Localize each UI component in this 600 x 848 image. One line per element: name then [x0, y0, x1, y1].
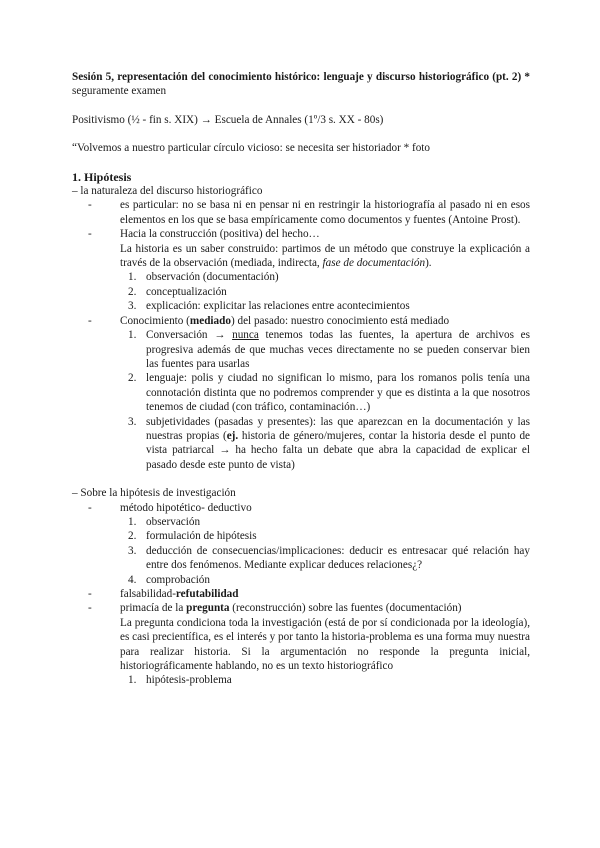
document-title	[72, 70, 530, 99]
item-number: 3.	[128, 544, 137, 557]
text-part: Conocimiento (	[120, 314, 190, 327]
text-part: falsabilidad-	[120, 588, 176, 600]
item-bold: ej.	[226, 429, 239, 442]
item-text: hipótesis-problema	[146, 674, 232, 687]
text-part: (reconstrucción) sobre las fuentes (documentación)	[229, 602, 462, 615]
item-text: lenguaje: polis y ciudad no significan lo mismo, para los romanos polis tenía una connotación distinta que no podremos comprender y que es distinta a la que nosotros tenemos de ciudad (con tráfico, contaminación…)	[146, 372, 530, 414]
section-heading-hipotesis: 1. Hipótesis	[72, 169, 132, 184]
title-note: seguramente examen	[72, 85, 167, 98]
list-item	[72, 544, 530, 573]
bullet-paragraph: La pregunta condiciona toda la investigación (está de por sí condicionada por la ideología), es casi precientífica, es el interés y por tanto la historia-problema es una forma muy nuestra para realizar historia. Si la argumentación no responde la pregunta inicial, historiográficamente hablando, no es un texto historiográfico	[120, 616, 530, 673]
item-number: 2.	[128, 372, 137, 385]
item-text: comprobación	[146, 573, 210, 586]
item-number: 1.	[128, 271, 137, 284]
bullet-metodo	[72, 501, 530, 515]
document-page	[72, 70, 530, 688]
item-text: observación (documentación)	[146, 271, 279, 284]
bullet-falsabilidad	[72, 587, 530, 601]
list-item	[72, 285, 530, 299]
text-bold: mediado	[189, 314, 231, 327]
item-text: explicación: explicitar las relaciones entre acontecimientos	[146, 300, 410, 313]
bullet-pregunta	[72, 601, 530, 673]
bullet-conocimiento	[72, 314, 530, 328]
list-item	[72, 270, 530, 284]
list-item	[72, 529, 530, 543]
dash-marker: -	[88, 588, 92, 600]
item-number: 2.	[128, 285, 137, 298]
bullet-text: Hacia la construcción (positiva) del hecho…	[120, 228, 320, 241]
list-item	[72, 515, 530, 529]
item-text: historia de género/mujeres, contar la historia desde el punto de vista patriarcal → ha hecho falta un debate que abra la capacidad de explicar el pasado desde este punto de vista)	[146, 429, 531, 471]
item-number: 1.	[128, 329, 137, 342]
list-item	[72, 299, 530, 313]
bullet-construccion	[72, 227, 530, 270]
item-number: 3.	[128, 415, 137, 428]
bullet-paragraph	[96, 242, 530, 271]
text-part: ) del pasado: nuestro conocimiento está mediado	[230, 314, 450, 327]
item-text: observación	[146, 515, 201, 528]
item-text: Conversación →	[146, 329, 233, 342]
item-underline: nunca	[232, 329, 259, 342]
para-text: La historia es un saber construido: partimos de un método que construye la explicación a través de la observación (mediada, indirecta,	[120, 242, 530, 270]
item-text: formulación de hipótesis	[146, 530, 257, 543]
item-number: 2.	[128, 530, 137, 543]
title-main: Sesión 5, representación del conocimiento histórico: lenguaje y discurso historiográfico (pt. 2)	[72, 71, 522, 83]
list-item	[72, 673, 530, 687]
section1-intro: – la naturaleza del discurso historiográfico	[72, 185, 263, 198]
dash-marker: -	[88, 199, 92, 212]
title-star: *	[521, 71, 531, 83]
dash-marker: -	[88, 314, 92, 327]
dash-marker: -	[88, 602, 92, 615]
para-italic: fase de documentación	[322, 257, 426, 270]
list-item	[72, 371, 530, 414]
bullet-text	[96, 601, 530, 615]
section2-intro: – Sobre la hipótesis de investigación	[72, 487, 236, 500]
item-text: subjetividades (pasadas y presentes): las que aparezcan en la documentación y las nuestras propias (	[146, 415, 530, 442]
dash-marker: -	[88, 501, 92, 514]
bullet-text: método hipotético- deductivo	[120, 501, 252, 514]
bullet-text	[96, 314, 530, 328]
list-item	[72, 573, 530, 587]
item-number: 1.	[128, 674, 137, 687]
item-number: 1.	[128, 515, 137, 528]
list-item	[72, 415, 530, 473]
text-part: primacía de la	[120, 602, 187, 615]
item-text: deducción de consecuencias/implicaciones: deducir es entresacar qué relación hay entre dos fenómenos. Mediante explicar deduces relaciones¿?	[146, 544, 530, 572]
para-text: ).	[425, 257, 432, 270]
bullet-text	[96, 587, 530, 601]
text-bold: refutabilidad	[175, 588, 239, 600]
item-text: conceptualización	[146, 285, 227, 298]
quote-line: “Volvemos a nuestro particular círculo vicioso: se necesita ser historiador * foto	[72, 142, 430, 155]
item-number: 4.	[128, 573, 137, 586]
bullet-particular	[72, 198, 530, 227]
dash-marker: -	[88, 228, 92, 241]
item-number: 3.	[128, 300, 137, 313]
list-item	[72, 328, 530, 371]
positivismo-line: Positivismo (½ - fin s. XIX) → Escuela de Annales (1º/3 s. XX - 80s)	[72, 113, 384, 126]
bullet-text: es particular: no se basa ni en pensar ni en restringir la historiografía al pasado ni en esos elementos en los que se basa empíricamente como documentos y fuentes (Antoine Prost).	[120, 199, 530, 226]
item-text: tenemos todas las fuentes, la apertura de archivos es progresiva además de que muchas veces directamente no se pueden conservar bien las fuentes para usarlas	[146, 329, 530, 370]
text-bold: pregunta	[186, 602, 230, 615]
